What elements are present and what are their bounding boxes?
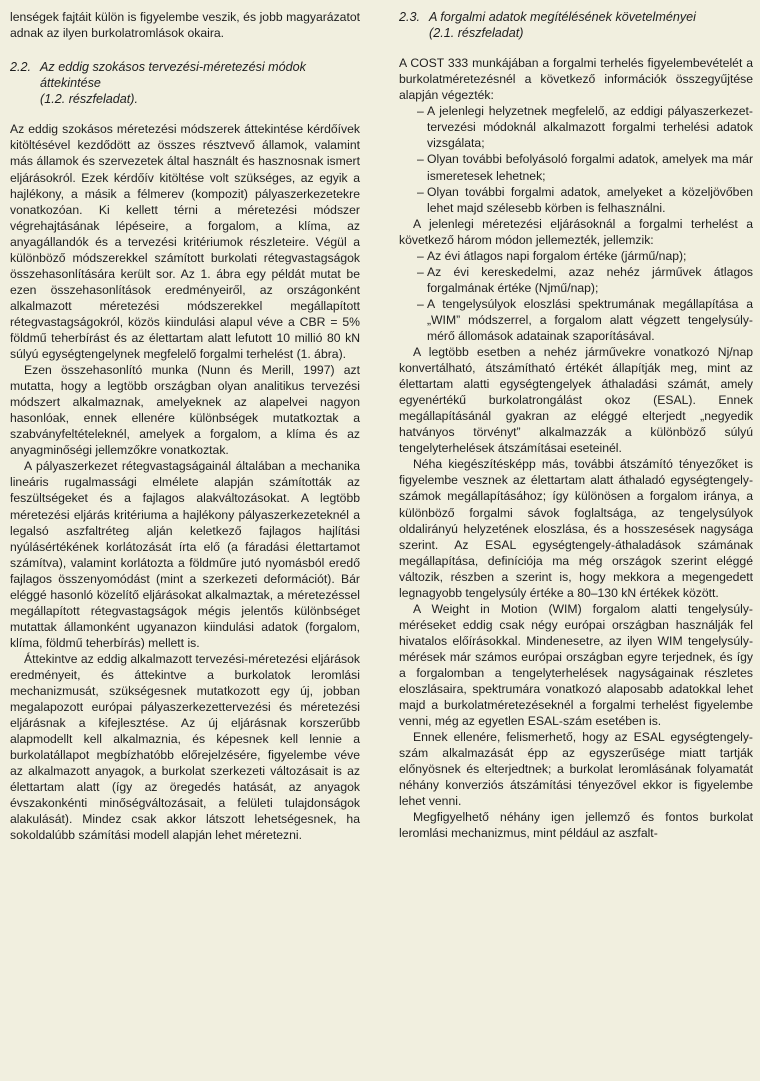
section-title: A forgalmi adatok megítélésének követelményei <box>429 10 696 24</box>
list-item: – Az évi kereskedelmi, azaz nehéz járművek átlagos forgalmának értéke (Njmű/nap); <box>399 264 753 296</box>
list-item: – Olyan további befolyásoló forgalmi adatok, amelyek ma már ismeretesek lehetnek; <box>399 151 753 183</box>
bullet-list <box>399 248 753 344</box>
body-paragraph: A jelenlegi méretezési eljárásoknál a forgalmi terhelést a következő három módon jellemezték, jellemzik: <box>399 216 753 247</box>
left-intro-paragraph: lenségek fajtáit külön is figyelembe veszik, és jobb magyarázatot adnak az ilyen burkolatromlások okaira. <box>10 10 360 41</box>
bullet-list <box>399 103 753 215</box>
body-paragraph: Ezen összehasonlító munka (Nunn és Merill, 1997) azt mutatta, hogy a legtöbb országban olyan analitikus tervezési módszert alkalmaznak, amelyeknek az alapelvei nagyon hasonlóak, ennek ellenére különbségek mutatkoztak a szabványfeltételeknél, amelyek a forgalom, a klíma és az anyagminőségi jellemzőkre vonatkoztak. <box>10 363 360 458</box>
body-paragraph: Az eddig szokásos méretezési módszerek áttekintése kérdőívek kitöltésével kezdődött az összes résztvevő államok, valamint más államok és szervezetek által használt és hasznosnak ismert eljárásokról. Ezek kérdőív kitöltése volt szükséges, az egyik a hajlékony, a másik a félmerev (kompozit) pályaszerkezetekre vonatkozóan. Ki kellett térni a méretezési módszer végrehajtásának lépéseire, a forgalom, a klíma, az anyagállandók és a tervezési kritériumok részleteire. Végül a különböző módszerekkel számított burkolati rétegvastagságok összehasonlítására került sor. Az 1. ábra egy példát mutat be ezen összehasonlítások eredményeiről, az országonként alkalmazott méretezési módszerekkel megállapított rétegvastagságokról, közös kiindulási alapul véve a CBR = 5% földmű teherbírást és az élettartam alatt lefutott 10 millió 80 kN súlyú egységtengelynek megfelelő forgalmi terhelést (1. ábra). <box>10 122 360 362</box>
list-item: – A jelenlegi helyzetnek megfelelő, az eddigi pályaszerkezet-tervezési módoknál alkalmazott forgalmi terhelési adatok vizsgálata; <box>399 103 753 151</box>
right-column <box>399 9 753 841</box>
section-number: 2.2. <box>10 60 32 75</box>
body-paragraph: A Weight in Motion (WIM) forgalom alatti tengelysúly-méréseket eddig csak négy európai országban használják fel hivatalos előírásokkal. Mindenesetre, az ilyen WIM tengelysúly-mérések már számos európai országban egyre terjednek, és így a forgalomban a tengelyterhelések nagyságainak részletes eloszlásaira, spektrumára vonatkozó alaposabb adatokkal lehet majd a burkolatméretezéseknél a forgalmi terhelést figyelembe venni, még az egyetlen ESAL-szám esetében is. <box>399 601 753 729</box>
body-paragraph: Megfigyelhető néhány igen jellemző és fontos burkolat leromlási mechanizmus, mint például az aszfalt- <box>399 810 753 841</box>
section-title: Az eddig szokásos tervezési-méretezési módok áttekintése <box>40 60 306 91</box>
section-subtitle: (1.2. részfeladat). <box>40 92 138 107</box>
section-number: 2.3. <box>399 10 421 24</box>
body-paragraph: A COST 333 munkájában a forgalmi terhelés figyelembevételét a burkolatméretezésnél a következő információk összegyűjtése alapján végezték: <box>399 56 753 103</box>
list-item: – Olyan további forgalmi adatok, amelyeket a közeljövőben lehet majd szélesebb körben is felhasználni. <box>399 184 753 216</box>
section-heading-2-2 <box>10 59 360 107</box>
body-paragraph: A legtöbb esetben a nehéz járművekre vonatkozó Nj/nap konvertálható, átszámítható értékét állapítják meg, mint az élettartam alatti egységtengelyek áthaladási számát, amely egyenértékű burkolatrongálást okoz (ESAL). Ennek megállapításánál gyakran az eléggé elterjedt „negyedik hatványos törvényt” alkalmazzák a különböző súlyú tengelyterhelések átszámításai eseteinél. <box>399 345 753 456</box>
section-heading-2-3 <box>399 9 753 41</box>
body-paragraph: Néha kiegészítésképp más, további átszámító tényezőket is figyelembe vesznek az élettartam alatt áthaladó egységtengely-számok megállapításához; így különösen a forgalom iránya, a különböző forgalmi sávok foglaltsága, az tengelysúlyok oldalirányú helyzetének eloszlása, és a hosszesések nagysága szerint. Az ESAL egységtengely-áthaladások számának megállapítása, definíciója ma még országok szerint eléggé változik, részben a szerint is, hogy mekkora a megengedett legnagyobb tengelysúly értéke a 80–130 kN értékek között. <box>399 457 753 600</box>
body-paragraph: A pályaszerkezet rétegvastagságainál általában a mechanika lineáris rugalmassági elmélete alapján számították az feszültségeket és a fajlagos alakváltozásokat. A legtöbb méretezési eljárás kritériuma a hajlékony pályaszerkezeteknél a legalsó aszfaltréteg alján keletkező fajlagos hajlítási nyúlásértékének korlátozását írta elő (a fáradási élettartamot számítva), valamint korlátozta a földműre jutó nyomásból eredő fajlagos összenyomódást (mint a szerkezeti deformációt). Bár eléggé hasonló közelítő eljárásokat alkalmaztak, a méretezéssel megállapított rétegvastagságok mégis jelentős különbséget mutattak államonként ugyanazon kiindulási adatok (forgalom, klíma, földmű teherbírás) mellett is. <box>10 459 360 650</box>
left-column <box>10 9 360 843</box>
list-item: – A tengelysúlyok eloszlási spektrumának megállapítása a „WIM” módszerrel, a forgalom alatt végzett tengelysúly-mérő állomások adatainak szaporításával. <box>399 296 753 344</box>
section-subtitle: (2.1. részfeladat) <box>429 26 524 41</box>
body-paragraph: Áttekintve az eddig alkalmazott tervezési-méretezési eljárások eredményeit, és áttekintve a burkolatok leromlási mechanizmusát, szükségesnek mutatkozott egy új, jobban megalapozott európai pályaszerkezettervezési és méretezési eljárásnak a kifejlesztése. Az új eljárásnak korszerűbb alapmodellt kell alkalmaznia, és képesnek kell lennie a burkolatállapot megbízhatóbb előrejelzésére, figyelembe véve az alkalmazott anyagok, a burkolat szerkezeti változásait is az élettartam alatt (így az öregedés hatását, az anyagok évszakonkénti minőségváltozásait, a felületi tulajdonságok alakulását). Mindez csak akkor látszott lehetségesnek, ha sokoldalúbb számítási modell alapján lehet méretezni. <box>10 651 360 843</box>
body-paragraph: Ennek ellenére, felismerhető, hogy az ESAL egységtengely-szám alkalmazását épp az egyszerűsége miatt tartják előnyösnek és elterjedtnek; a burkolat leromlásának folyamatát néhány konverziós átszámítási tényezővel ekkor is figyelembe lehet venni. <box>399 730 753 809</box>
list-item: – Az évi átlagos napi forgalom értéke (jármű/nap); <box>399 248 753 264</box>
